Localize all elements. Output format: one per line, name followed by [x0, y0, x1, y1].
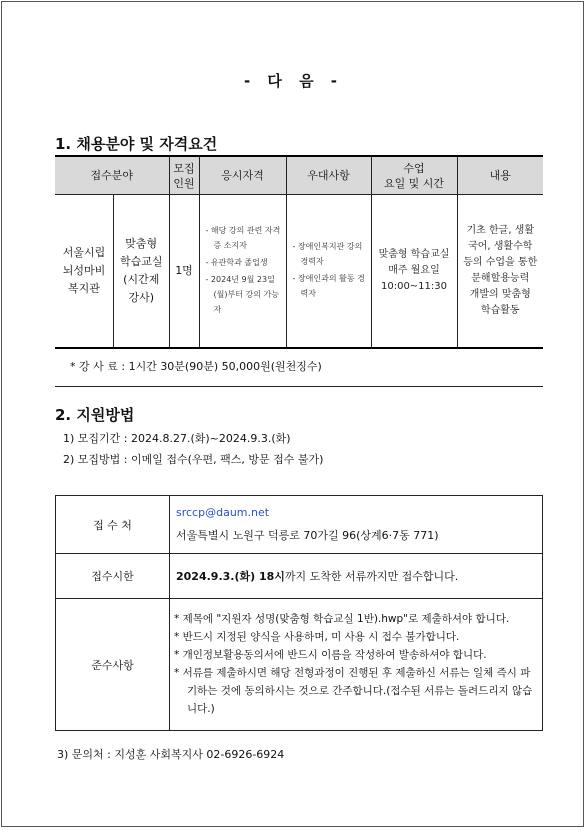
preference-item: - 장애인복지관 강의 경력자	[292, 242, 363, 266]
header-qualification: 응시자격	[199, 156, 286, 195]
class-time-line: 10:00~11:30	[380, 281, 447, 292]
org-line: 복지관	[68, 282, 100, 295]
section2-title: 2. 지원방법	[55, 406, 135, 424]
mailing-address: 서울특별시 노원구 덕릉로 70가길 96(상계6·7동 771)	[176, 529, 439, 542]
rule-item: * 서류를 제출하시면 해당 전형과정이 진행된 후 제출하신 서류는 일체 즉시 파기하는 것에 동의하시는 것으로 간주합니다.(접수된 서류는 돌려드리지 않습니다.)	[174, 667, 533, 715]
qualification-item: - 해당 강의 관련 자격증 소지자	[205, 226, 281, 250]
rule-item: * 반드시 지정된 양식을 사용하며, 미 사용 시 접수 불가합니다.	[174, 631, 460, 643]
qualification-item: - 유관학과 졸업생	[205, 258, 268, 267]
content-line: 개발의 맞춤형	[469, 289, 531, 300]
headcount-value: 1명	[169, 195, 199, 349]
content-line: 기초 한글, 생활	[466, 225, 534, 236]
content-line: 학습활동	[480, 305, 520, 316]
address-cell	[170, 496, 543, 554]
header-content: 내용	[457, 156, 543, 195]
header-headcount-line2: 인원	[173, 176, 195, 190]
deadline-text: 까지 도착한 서류까지만 접수합니다.	[284, 570, 459, 583]
header-class-line1: 수업	[403, 161, 425, 175]
header-headcount	[169, 156, 199, 195]
field-cell	[55, 195, 169, 349]
deadline-date: 2024.9.3.(화) 18시	[176, 570, 285, 583]
application-table	[55, 495, 543, 731]
position-line: (시간제	[123, 273, 160, 286]
header-class-time	[371, 156, 457, 195]
divider	[55, 386, 543, 387]
qualification-item: - 2024년 9월 23일(월)부터 강의 가능자	[205, 275, 279, 314]
org-line: 뇌성마비	[62, 264, 106, 277]
rules-cell	[170, 599, 543, 731]
class-time-line: 매주 월요일	[388, 265, 440, 276]
rules-label: 준수사항	[56, 599, 170, 731]
qualification-cell	[199, 195, 286, 349]
position-name	[114, 195, 169, 347]
org-name	[55, 195, 114, 347]
rule-item: * 제목에 "지원자 성명(맞춤형 학습교실 1반).hwp"로 제출하셔야 합니다.	[174, 613, 510, 625]
rule-item: * 개인정보활용동의서에 반드시 이름을 작성하여 발송하셔야 합니다.	[174, 649, 487, 661]
position-line: 맞춤형	[125, 237, 158, 250]
address-label: 접 수 처	[56, 496, 170, 554]
document-title: - 다 음 -	[243, 72, 344, 90]
preference-cell	[286, 195, 371, 349]
contact-info: 3) 문의처 : 지성훈 사회복지사 02-6926-6924	[57, 748, 285, 761]
class-time-line: 맞춤형 학습교실	[378, 249, 450, 260]
recruit-period: 1) 모집기간 : 2024.8.27.(화)~2024.9.3.(화)	[63, 432, 291, 445]
content-line: 국어, 생활수학	[468, 241, 533, 252]
content-cell	[457, 195, 543, 349]
org-line: 서울시립	[62, 246, 106, 259]
header-class-line2: 요일 및 시간	[383, 176, 445, 190]
requirements-table	[55, 155, 543, 349]
preference-item: - 장애인과의 활동 경력자	[292, 274, 365, 298]
header-field: 접수분야	[55, 156, 169, 195]
lecture-fee-note: * 강 사 료 : 1시간 30분(90분) 50,000원(원천징수)	[70, 360, 322, 373]
recruit-method: 2) 모집방법 : 이메일 접수(우편, 팩스, 방문 접수 불가)	[63, 453, 324, 466]
position-line: 강사)	[128, 291, 155, 304]
content-line: 등의 수업을 통한	[463, 257, 538, 268]
header-headcount-line1: 모집	[173, 161, 195, 175]
header-preference: 우대사항	[286, 156, 371, 195]
position-line: 학습교실	[119, 255, 163, 268]
deadline-cell	[170, 554, 543, 599]
class-time-cell	[371, 195, 457, 349]
section1-title: 1. 채용분야 및 자격요건	[55, 135, 218, 153]
content-line: 문해할용능력	[471, 273, 530, 284]
email-link[interactable]: srccp@daum.net	[176, 506, 270, 519]
deadline-label: 접수시한	[56, 554, 170, 599]
